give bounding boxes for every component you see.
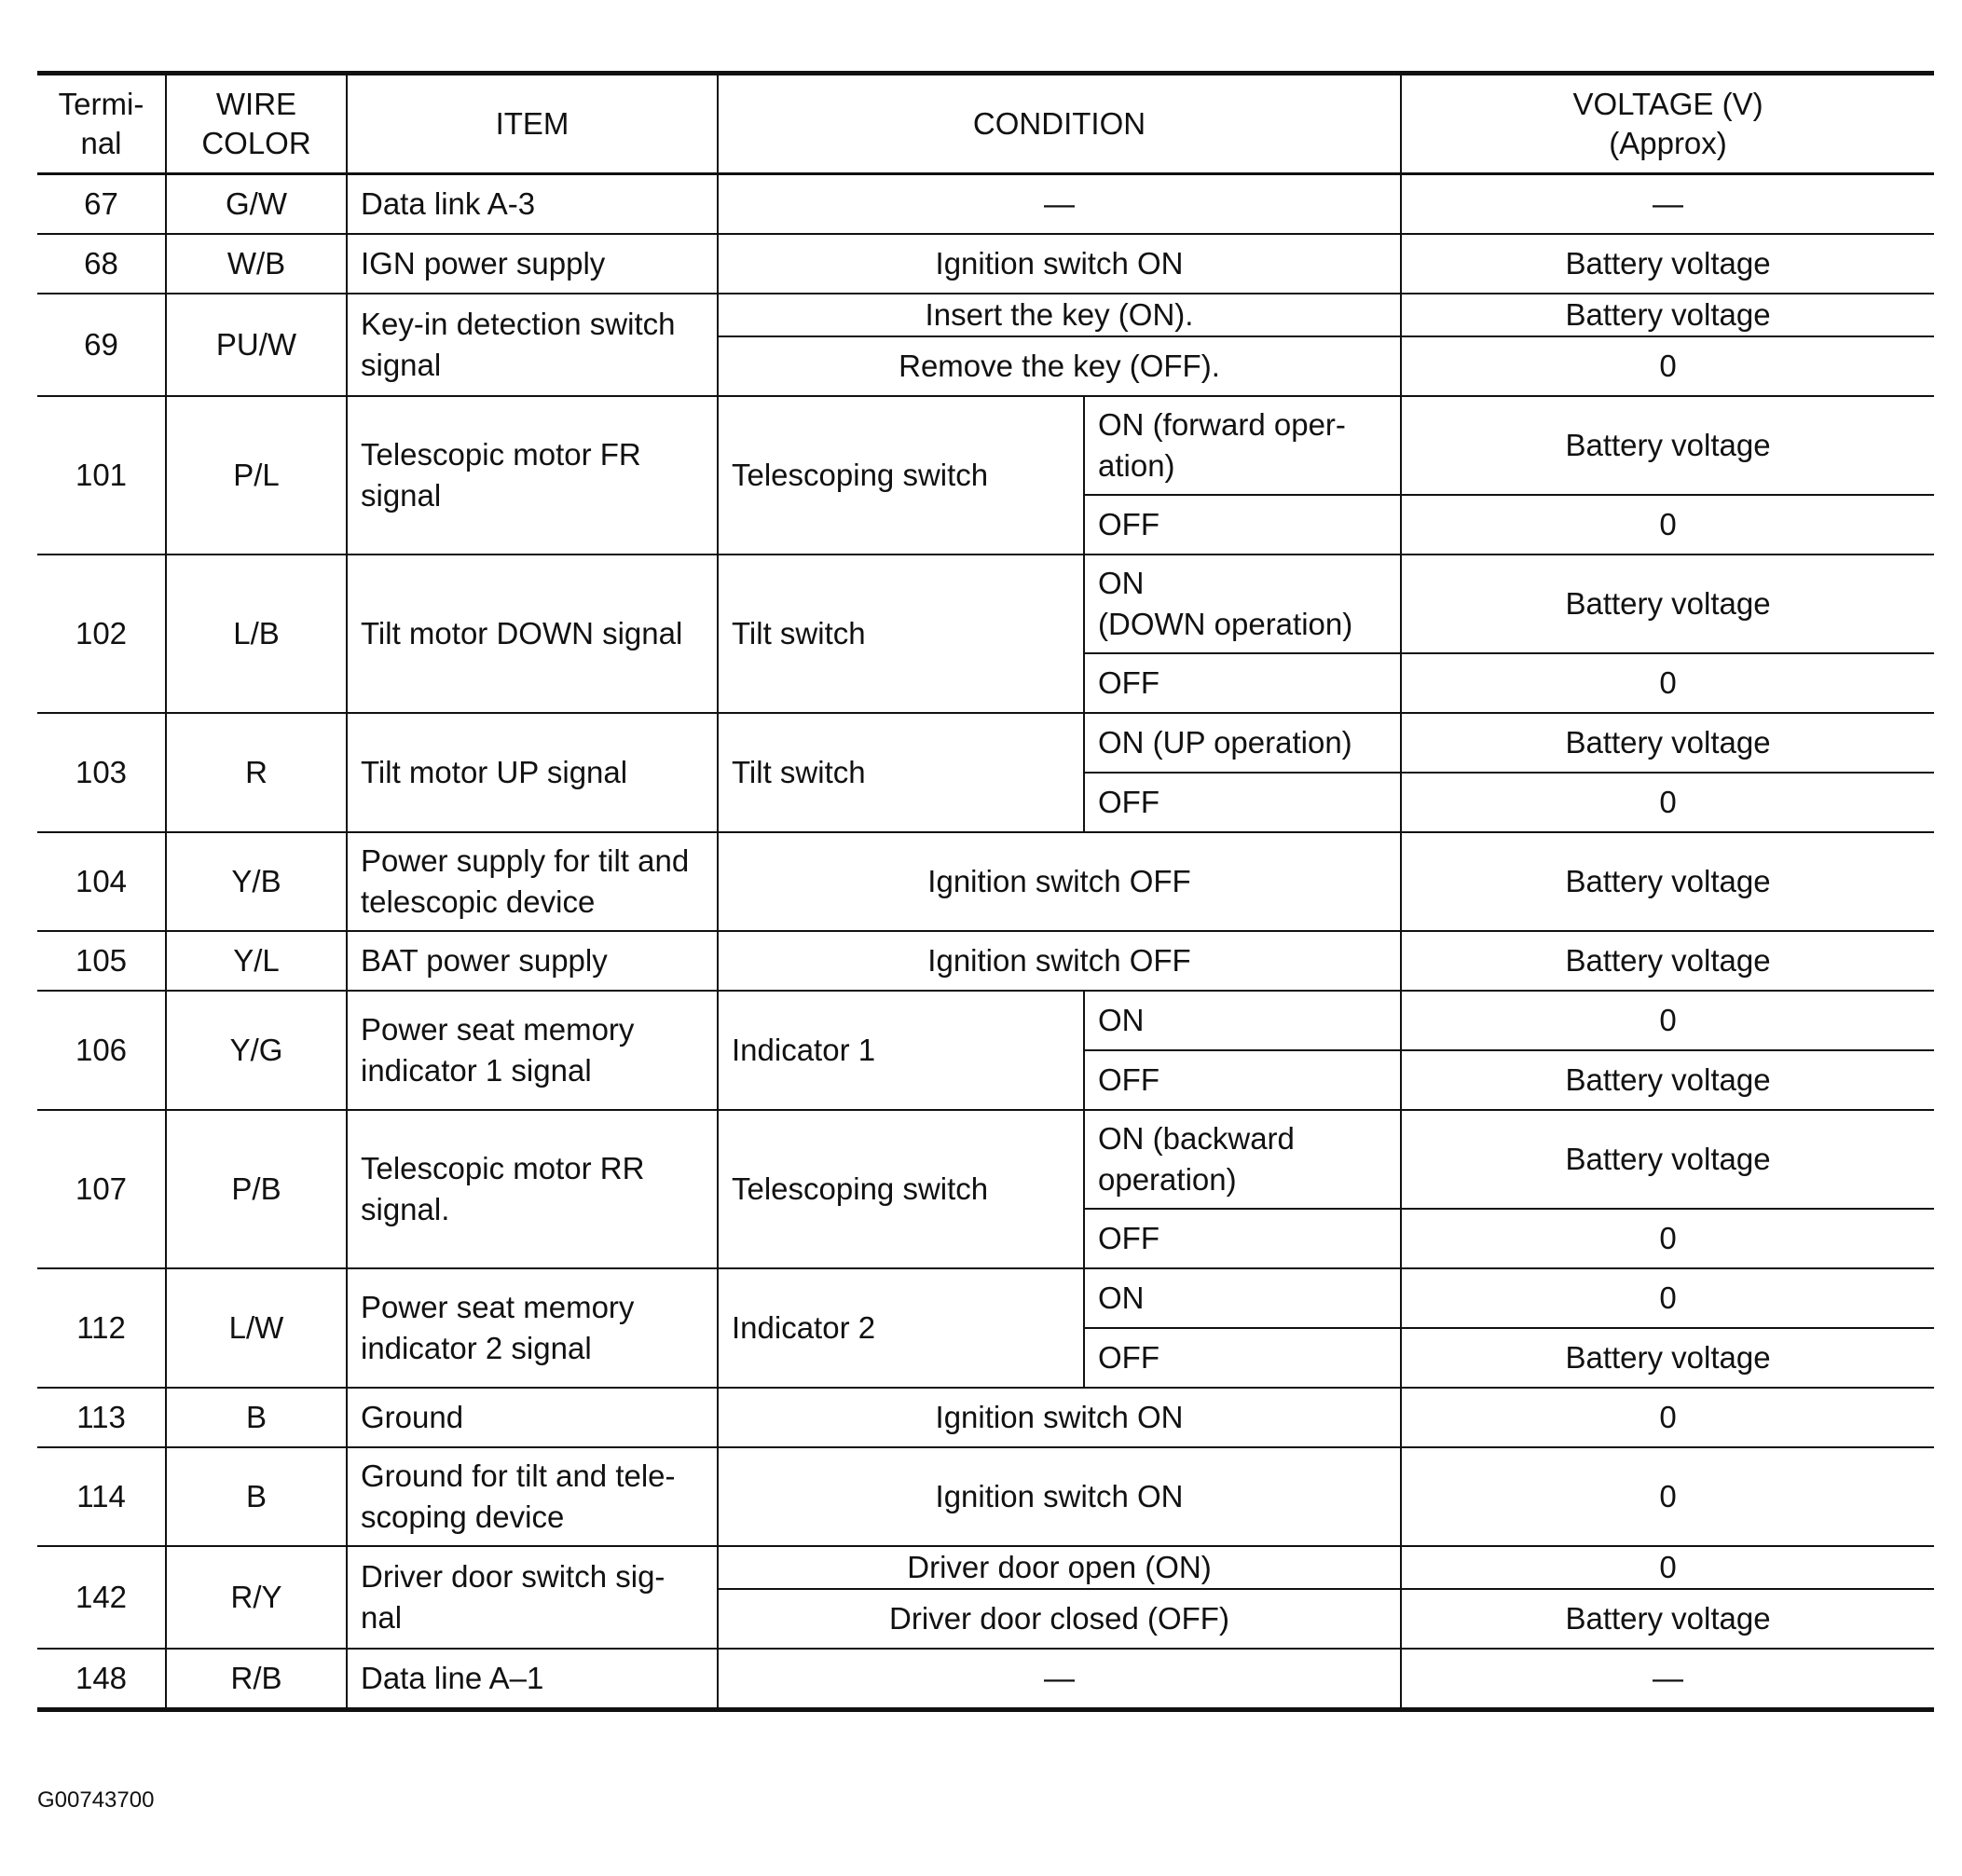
terminal-cell: 148: [37, 1649, 166, 1710]
table-row: [37, 1388, 1934, 1447]
switch-cell: Telescoping switch: [718, 396, 1084, 555]
header-wire-color: WIRE COLOR: [166, 74, 347, 174]
item-cell: Telescopic motor FR signal: [347, 396, 718, 555]
switch-state-cell: ON (backward operation): [1084, 1110, 1401, 1209]
condition-cell: —: [718, 174, 1401, 235]
table-row: [37, 832, 1934, 931]
voltage-cell: Battery voltage: [1401, 931, 1934, 991]
item-cell: Driver door switch sig- nal: [347, 1546, 718, 1649]
voltage-cell: Battery voltage: [1401, 1328, 1934, 1388]
voltage-cell: 0: [1401, 336, 1934, 396]
item-cell: Tilt motor UP signal: [347, 713, 718, 832]
voltage-cell: Battery voltage: [1401, 713, 1934, 773]
wire-color-cell: R/B: [166, 1649, 347, 1710]
table-row: [37, 234, 1934, 294]
terminal-cell: 105: [37, 931, 166, 991]
switch-cell: Indicator 2: [718, 1268, 1084, 1388]
table-row: [37, 713, 1934, 773]
terminal-voltage-table-wrapper: [37, 71, 1934, 1712]
condition-cell: Ignition switch OFF: [718, 931, 1401, 991]
switch-state-cell: ON (forward oper- ation): [1084, 396, 1401, 495]
voltage-cell: Battery voltage: [1401, 1589, 1934, 1649]
item-cell: Data link A-3: [347, 174, 718, 235]
wire-color-cell: W/B: [166, 234, 347, 294]
voltage-cell: 0: [1401, 1209, 1934, 1268]
voltage-cell: Battery voltage: [1401, 1050, 1934, 1110]
table-row: [37, 294, 1934, 336]
table-row: [37, 1110, 1934, 1209]
voltage-cell: 0: [1401, 1546, 1934, 1589]
condition-cell: Ignition switch OFF: [718, 832, 1401, 931]
table-row: [37, 555, 1934, 653]
voltage-cell: 0: [1401, 991, 1934, 1050]
condition-cell: Driver door closed (OFF): [718, 1589, 1401, 1649]
terminal-cell: 112: [37, 1268, 166, 1388]
switch-state-cell: OFF: [1084, 495, 1401, 555]
terminal-cell: 107: [37, 1110, 166, 1268]
item-cell: Power supply for tilt and telescopic device: [347, 832, 718, 931]
terminal-cell: 67: [37, 174, 166, 235]
item-cell: Telescopic motor RR signal.: [347, 1110, 718, 1268]
terminal-cell: 101: [37, 396, 166, 555]
switch-state-cell: OFF: [1084, 1050, 1401, 1110]
wire-color-cell: Y/L: [166, 931, 347, 991]
switch-state-cell: OFF: [1084, 773, 1401, 832]
terminal-cell: 104: [37, 832, 166, 931]
wire-color-cell: L/B: [166, 555, 347, 713]
wire-color-cell: PU/W: [166, 294, 347, 396]
figure-code: G00743700: [37, 1787, 155, 1813]
switch-cell: Tilt switch: [718, 555, 1084, 713]
table-row: [37, 1268, 1934, 1328]
switch-state-cell: ON: [1084, 991, 1401, 1050]
wire-color-cell: L/W: [166, 1268, 347, 1388]
wire-color-cell: Y/B: [166, 832, 347, 931]
condition-cell: —: [718, 1649, 1401, 1710]
table-row: [37, 174, 1934, 235]
terminal-cell: 69: [37, 294, 166, 396]
switch-state-cell: ON (UP operation): [1084, 713, 1401, 773]
wire-color-cell: R/Y: [166, 1546, 347, 1649]
voltage-cell: Battery voltage: [1401, 294, 1934, 336]
table-row: [37, 931, 1934, 991]
table-row: [37, 1649, 1934, 1710]
voltage-cell: Battery voltage: [1401, 396, 1934, 495]
voltage-cell: 0: [1401, 1268, 1934, 1328]
voltage-cell: Battery voltage: [1401, 555, 1934, 653]
voltage-cell: Battery voltage: [1401, 832, 1934, 931]
item-cell: Tilt motor DOWN signal: [347, 555, 718, 713]
condition-cell: Insert the key (ON).: [718, 294, 1401, 336]
switch-cell: Telescoping switch: [718, 1110, 1084, 1268]
item-cell: Ground for tilt and tele- scoping device: [347, 1447, 718, 1546]
table-row: [37, 1546, 1934, 1589]
terminal-cell: 103: [37, 713, 166, 832]
voltage-cell: Battery voltage: [1401, 234, 1934, 294]
terminal-cell: 68: [37, 234, 166, 294]
table-row: [37, 396, 1934, 495]
wire-color-cell: P/L: [166, 396, 347, 555]
wire-color-cell: R: [166, 713, 347, 832]
voltage-cell: 0: [1401, 773, 1934, 832]
voltage-cell: 0: [1401, 1447, 1934, 1546]
condition-cell: Ignition switch ON: [718, 234, 1401, 294]
switch-cell: Tilt switch: [718, 713, 1084, 832]
item-cell: IGN power supply: [347, 234, 718, 294]
terminal-cell: 113: [37, 1388, 166, 1447]
condition-cell: Ignition switch ON: [718, 1447, 1401, 1546]
header-item: ITEM: [347, 74, 718, 174]
switch-state-cell: OFF: [1084, 1209, 1401, 1268]
terminal-cell: 102: [37, 555, 166, 713]
terminal-cell: 142: [37, 1546, 166, 1649]
header-condition: CONDITION: [718, 74, 1401, 174]
condition-cell: Ignition switch ON: [718, 1388, 1401, 1447]
voltage-cell: —: [1401, 174, 1934, 235]
wire-color-cell: B: [166, 1447, 347, 1546]
switch-state-cell: OFF: [1084, 1328, 1401, 1388]
item-cell: Power seat memory indicator 1 signal: [347, 991, 718, 1110]
switch-cell: Indicator 1: [718, 991, 1084, 1110]
voltage-cell: 0: [1401, 495, 1934, 555]
condition-cell: Driver door open (ON): [718, 1546, 1401, 1589]
wire-color-cell: G/W: [166, 174, 347, 235]
wire-color-cell: B: [166, 1388, 347, 1447]
terminal-cell: 114: [37, 1447, 166, 1546]
item-cell: Data line A–1: [347, 1649, 718, 1710]
table-row: [37, 1447, 1934, 1546]
condition-cell: Remove the key (OFF).: [718, 336, 1401, 396]
switch-state-cell: ON (DOWN operation): [1084, 555, 1401, 653]
voltage-cell: —: [1401, 1649, 1934, 1710]
item-cell: BAT power supply: [347, 931, 718, 991]
table-row: [37, 991, 1934, 1050]
voltage-cell: 0: [1401, 1388, 1934, 1447]
voltage-cell: Battery voltage: [1401, 1110, 1934, 1209]
item-cell: Power seat memory indicator 2 signal: [347, 1268, 718, 1388]
voltage-cell: 0: [1401, 653, 1934, 713]
header-voltage: VOLTAGE (V) (Approx): [1401, 74, 1934, 174]
header-row: [37, 74, 1934, 174]
terminal-cell: 106: [37, 991, 166, 1110]
header-terminal: Termi- nal: [37, 74, 166, 174]
wire-color-cell: P/B: [166, 1110, 347, 1268]
item-cell: Ground: [347, 1388, 718, 1447]
item-cell: Key-in detection switch signal: [347, 294, 718, 396]
terminal-voltage-table: [37, 71, 1934, 1712]
switch-state-cell: OFF: [1084, 653, 1401, 713]
wire-color-cell: Y/G: [166, 991, 347, 1110]
switch-state-cell: ON: [1084, 1268, 1401, 1328]
